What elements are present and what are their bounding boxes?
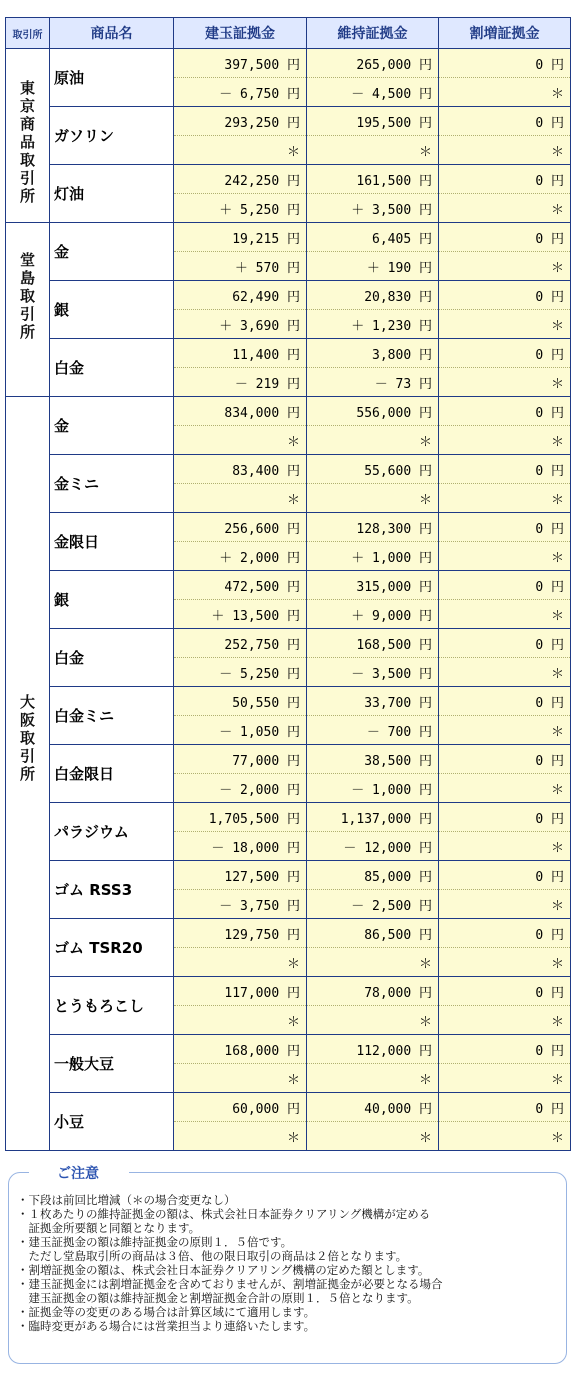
table-row [6,165,571,194]
maintenance-margin-value: 161,500 円 [307,165,439,194]
additional-change-value: ＊ [439,1064,571,1093]
table-row [6,397,571,426]
additional-change-value: ＊ [439,310,571,339]
initial-change-value: ＊ [174,136,307,165]
product-name: 灯油 [50,165,174,223]
additional-change-value: ＊ [439,600,571,629]
additional-change-value: ＊ [439,78,571,107]
maintenance-margin-value: 38,500 円 [307,745,439,774]
maintenance-margin-value: 78,000 円 [307,977,439,1006]
initial-margin-value: 242,250 円 [174,165,307,194]
maintenance-margin-value: 33,700 円 [307,687,439,716]
maintenance-change-value: － 700 円 [307,716,439,745]
additional-margin-value: 0 円 [439,339,571,368]
initial-change-value: － 5,250 円 [174,658,307,687]
header-exchange: 取引所 [6,18,50,49]
initial-change-value: － 3,750 円 [174,890,307,919]
notes-item: ・臨時変更がある場合には営業担当より連絡いたします。 [17,1319,316,1333]
additional-change-value: ＊ [439,426,571,455]
product-name: 白金 [50,339,174,397]
initial-margin-value: 117,000 円 [174,977,307,1006]
product-name: 原油 [50,49,174,107]
maintenance-margin-value: 556,000 円 [307,397,439,426]
additional-change-value: ＊ [439,542,571,571]
table-row [6,861,571,890]
additional-margin-value: 0 円 [439,687,571,716]
additional-margin-value: 0 円 [439,397,571,426]
maintenance-margin-value: 20,830 円 [307,281,439,310]
maintenance-margin-value: 55,600 円 [307,455,439,484]
additional-change-value: ＊ [439,716,571,745]
initial-change-value: ＊ [174,426,307,455]
additional-margin-value: 0 円 [439,281,571,310]
product-name: 白金 [50,629,174,687]
additional-change-value: ＊ [439,1006,571,1035]
exchange-name-cell [6,223,50,397]
maintenance-change-value: ＋ 1,000 円 [307,542,439,571]
maintenance-change-value: ＋ 190 円 [307,252,439,281]
notes-title: ご注意 [29,1163,129,1183]
table-row [6,281,571,310]
initial-margin-value: 19,215 円 [174,223,307,252]
product-name: パラジウム [50,803,174,861]
table-row [6,629,571,658]
maintenance-margin-value: 315,000 円 [307,571,439,600]
initial-change-value: ＊ [174,1006,307,1035]
initial-margin-value: 60,000 円 [174,1093,307,1122]
additional-margin-value: 0 円 [439,571,571,600]
table-row [6,803,571,832]
header-product: 商品名 [50,18,174,49]
notes-item: ・割増証拠金の額は、株式会社日本証券クリアリング機構の定めた額とします。 [17,1263,430,1277]
maintenance-margin-value: 86,500 円 [307,919,439,948]
margin-table-container [5,17,570,1151]
additional-change-value: ＊ [439,832,571,861]
initial-change-value: － 1,050 円 [174,716,307,745]
maintenance-change-value: － 73 円 [307,368,439,397]
initial-change-value: ＋ 3,690 円 [174,310,307,339]
initial-change-value: ＊ [174,948,307,977]
additional-change-value: ＊ [439,136,571,165]
header-maintenance-margin: 維持証拠金 [307,18,439,49]
maintenance-change-value: ＊ [307,1006,439,1035]
maintenance-change-value: ＋ 3,500 円 [307,194,439,223]
initial-change-value: － 219 円 [174,368,307,397]
initial-change-value: ＊ [174,1122,307,1151]
maintenance-margin-value: 195,500 円 [307,107,439,136]
initial-margin-value: 1,705,500 円 [174,803,307,832]
initial-change-value: － 6,750 円 [174,78,307,107]
notes-item: ・下段は前回比増減（＊の場合変更なし） [17,1193,236,1207]
product-name: ゴム RSS3 [50,861,174,919]
product-name: 金限日 [50,513,174,571]
initial-change-value: － 18,000 円 [174,832,307,861]
initial-margin-value: 252,750 円 [174,629,307,658]
table-row [6,223,571,252]
additional-change-value: ＊ [439,948,571,977]
maintenance-margin-value: 128,300 円 [307,513,439,542]
maintenance-change-value: ＊ [307,1122,439,1151]
maintenance-change-value: ＊ [307,948,439,977]
notes-item: ・建玉証拠金には割増証拠金を含めておりませんが、割増証拠金が必要となる場合 建玉証拠金の額は維持証拠金と割増証拠金合計の原則１．５倍となります。 [17,1277,443,1305]
additional-margin-value: 0 円 [439,745,571,774]
exchange-name-cell [6,397,50,1151]
initial-margin-value: 129,750 円 [174,919,307,948]
initial-margin-value: 83,400 円 [174,455,307,484]
maintenance-change-value: － 1,000 円 [307,774,439,803]
product-name: とうもろこし [50,977,174,1035]
product-name: 金 [50,397,174,455]
maintenance-margin-value: 6,405 円 [307,223,439,252]
initial-change-value: ＊ [174,1064,307,1093]
table-row [6,1093,571,1122]
maintenance-change-value: － 2,500 円 [307,890,439,919]
table-row [6,687,571,716]
additional-change-value: ＊ [439,252,571,281]
product-name: 銀 [50,281,174,339]
initial-change-value: － 2,000 円 [174,774,307,803]
header-additional-margin: 割増証拠金 [439,18,571,49]
additional-change-value: ＊ [439,1122,571,1151]
maintenance-change-value: ＋ 1,230 円 [307,310,439,339]
additional-change-value: ＊ [439,658,571,687]
additional-change-value: ＊ [439,890,571,919]
maintenance-margin-value: 1,137,000 円 [307,803,439,832]
maintenance-change-value: － 3,500 円 [307,658,439,687]
exchange-name: 大阪取引所 [19,693,35,783]
maintenance-margin-value: 112,000 円 [307,1035,439,1064]
maintenance-change-value: ＋ 9,000 円 [307,600,439,629]
maintenance-change-value: ＊ [307,484,439,513]
maintenance-margin-value: 3,800 円 [307,339,439,368]
product-name: 白金ミニ [50,687,174,745]
table-row [6,977,571,1006]
additional-change-value: ＊ [439,774,571,803]
maintenance-change-value: ＊ [307,426,439,455]
product-name: 金ミニ [50,455,174,513]
table-row [6,455,571,484]
initial-change-value: ＊ [174,484,307,513]
additional-margin-value: 0 円 [439,1035,571,1064]
additional-margin-value: 0 円 [439,165,571,194]
maintenance-margin-value: 168,500 円 [307,629,439,658]
table-row [6,339,571,368]
table-row [6,1035,571,1064]
margin-table [5,17,571,1151]
initial-change-value: ＋ 2,000 円 [174,542,307,571]
additional-margin-value: 0 円 [439,803,571,832]
maintenance-change-value: ＊ [307,136,439,165]
product-name: 白金限日 [50,745,174,803]
exchange-name: 堂島取引所 [19,251,35,341]
initial-change-value: ＋ 13,500 円 [174,600,307,629]
maintenance-change-value: － 12,000 円 [307,832,439,861]
notes-item: ・建玉証拠金の額は維持証拠金の原則１．５倍です。 ただし堂島取引所の商品は３倍、他の限日取引の商品は２倍となります。 [17,1235,408,1263]
initial-margin-value: 397,500 円 [174,49,307,78]
table-row [6,49,571,78]
additional-margin-value: 0 円 [439,861,571,890]
maintenance-margin-value: 265,000 円 [307,49,439,78]
table-header-row [6,18,571,49]
initial-change-value: ＋ 570 円 [174,252,307,281]
initial-margin-value: 62,490 円 [174,281,307,310]
initial-margin-value: 50,550 円 [174,687,307,716]
additional-margin-value: 0 円 [439,629,571,658]
maintenance-change-value: － 4,500 円 [307,78,439,107]
additional-change-value: ＊ [439,368,571,397]
product-name: 一般大豆 [50,1035,174,1093]
initial-margin-value: 293,250 円 [174,107,307,136]
product-name: 銀 [50,571,174,629]
notes-list [17,1193,562,1333]
initial-margin-value: 256,600 円 [174,513,307,542]
initial-change-value: ＋ 5,250 円 [174,194,307,223]
additional-change-value: ＊ [439,484,571,513]
additional-margin-value: 0 円 [439,513,571,542]
additional-margin-value: 0 円 [439,223,571,252]
notes-item: ・証拠金等の変更のある場合は計算区域にて適用します。 [17,1305,316,1319]
additional-margin-value: 0 円 [439,1093,571,1122]
table-row [6,107,571,136]
additional-change-value: ＊ [439,194,571,223]
additional-margin-value: 0 円 [439,977,571,1006]
table-row [6,919,571,948]
exchange-name: 東京商品取引所 [19,79,35,205]
table-row [6,513,571,542]
initial-margin-value: 127,500 円 [174,861,307,890]
maintenance-margin-value: 40,000 円 [307,1093,439,1122]
product-name: ゴム TSR20 [50,919,174,977]
table-row [6,571,571,600]
maintenance-margin-value: 85,000 円 [307,861,439,890]
initial-margin-value: 472,500 円 [174,571,307,600]
product-name: 金 [50,223,174,281]
initial-margin-value: 11,400 円 [174,339,307,368]
maintenance-change-value: ＊ [307,1064,439,1093]
header-initial-margin: 建玉証拠金 [174,18,307,49]
additional-margin-value: 0 円 [439,49,571,78]
notes-item: ・１枚あたりの維持証拠金の額は、株式会社日本証券クリアリング機構が定める 証拠金所要額と同額となります。 [17,1207,431,1235]
additional-margin-value: 0 円 [439,107,571,136]
product-name: 小豆 [50,1093,174,1151]
initial-margin-value: 834,000 円 [174,397,307,426]
product-name: ガソリン [50,107,174,165]
notes-box [8,1166,567,1364]
initial-margin-value: 168,000 円 [174,1035,307,1064]
initial-margin-value: 77,000 円 [174,745,307,774]
additional-margin-value: 0 円 [439,455,571,484]
additional-margin-value: 0 円 [439,919,571,948]
table-row [6,745,571,774]
exchange-name-cell [6,49,50,223]
table-body [6,49,571,1151]
